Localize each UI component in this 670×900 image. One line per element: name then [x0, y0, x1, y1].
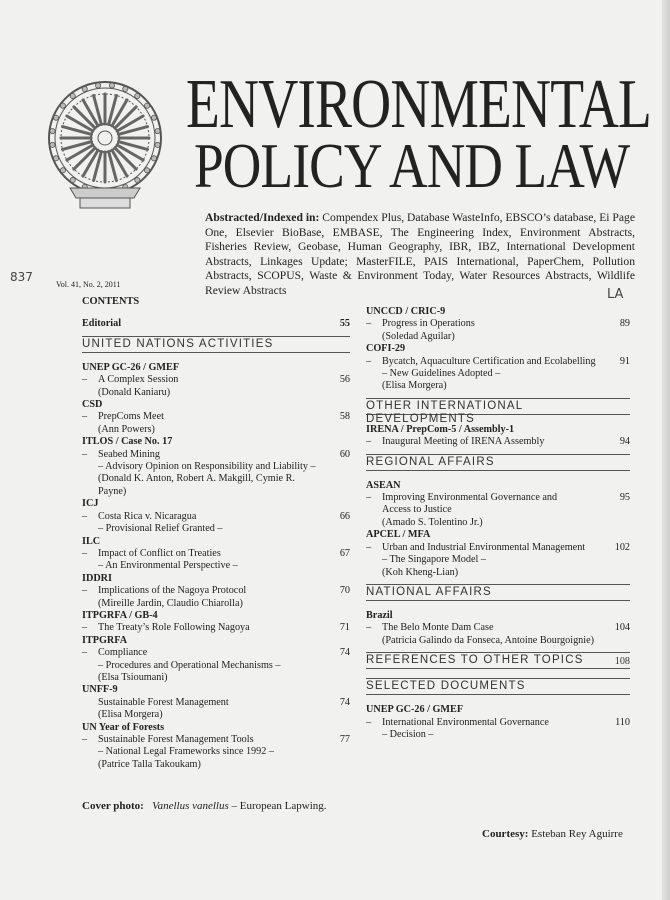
toc-entry[interactable]	[366, 622, 630, 647]
entry-title: Sustainable Forest Management Tools	[98, 734, 254, 745]
right-block-2	[366, 424, 630, 449]
toc-group-heading: ITLOS / Case No. 17	[82, 436, 173, 448]
entry-subline: (Mireille Jardin, Claudio Chiarolla)	[98, 597, 243, 609]
toc-group-heading: ASEAN	[366, 479, 401, 491]
entry-subline: (Ann Powers)	[98, 423, 155, 435]
toc-entry[interactable]	[366, 492, 630, 529]
journal-title-line1: ENVIRONMENTAL	[186, 65, 652, 144]
entry-title: Inaugural Meeting of IRENA Assembly	[382, 436, 545, 448]
handwritten-initials: LA	[607, 287, 624, 302]
section-selected-documents: SELECTED DOCUMENTS	[366, 678, 630, 695]
toc-entry[interactable]	[82, 548, 350, 573]
entry-subline: (Koh Kheng-Lian)	[382, 566, 459, 578]
section-references[interactable]	[366, 652, 630, 669]
toc-entry[interactable]	[366, 717, 630, 742]
page-number: 67	[339, 547, 350, 559]
page-number: 95	[619, 492, 630, 504]
toc-entry[interactable]	[82, 734, 350, 771]
toc-entry[interactable]	[366, 356, 630, 393]
entry-subline: (Elsa Tsioumani)	[98, 671, 168, 683]
right-block-5	[366, 704, 630, 741]
section-other-international: OTHER INTERNATIONAL DEVELOPMENTS	[366, 398, 630, 415]
page-number: 74	[339, 647, 350, 659]
entry-title: Progress in Operations	[382, 318, 475, 330]
toc-group-heading: ITPGRFA	[82, 634, 128, 646]
entry-dash: –	[82, 510, 88, 522]
page-number: 102	[614, 541, 630, 553]
toc-entry[interactable]	[366, 542, 630, 579]
toc-entry[interactable]	[82, 411, 350, 436]
contents-left-column	[82, 296, 350, 771]
entry-title: Bycatch, Aquaculture Certification and Ecolabelling	[382, 355, 596, 367]
entry-dash: –	[82, 411, 88, 423]
page-number: 110	[615, 716, 630, 728]
section-national-affairs: NATIONAL AFFAIRS	[366, 584, 630, 601]
contents-heading: CONTENTS	[82, 296, 140, 307]
entry-title: Costa Rica v. Nicaragua	[98, 510, 197, 522]
entry-subline: – An Environmental Perspective –	[98, 560, 238, 572]
references-label: REFERENCES TO OTHER TOPICS	[366, 654, 584, 667]
page-number: 71	[339, 622, 350, 634]
volume-info: Vol. 41, No. 2, 2011	[56, 280, 121, 289]
entry-title: Improving Environmental Governance and	[382, 492, 558, 504]
toc-group-heading: CSD	[82, 399, 103, 411]
entry-dash: –	[82, 647, 88, 659]
entry-dash: –	[366, 541, 372, 553]
handwritten-number: 837	[10, 270, 33, 284]
toc-group-heading: ITPGRFA / GB-4	[82, 609, 158, 621]
editorial-label: Editorial	[82, 318, 122, 330]
journal-title-line2: POLICY AND LAW	[194, 130, 630, 201]
entry-title: Seabed Mining	[98, 448, 160, 460]
courtesy-label: Courtesy:	[482, 828, 529, 840]
entry-title: Impact of Conflict on Treaties	[98, 547, 221, 559]
toc-entry[interactable]	[82, 449, 350, 499]
entry-title: Sustainable Forest Management	[98, 696, 229, 708]
section-regional-affairs: REGIONAL AFFAIRS	[366, 454, 630, 471]
entry-title: A Complex Session	[98, 374, 179, 386]
entry-dash: –	[82, 448, 88, 460]
page-number: 108	[614, 656, 630, 668]
right-block-3	[366, 480, 630, 579]
entry-dash: –	[366, 318, 372, 330]
page-number: 94	[619, 436, 630, 448]
page-number: 104	[614, 622, 630, 634]
page-number: 91	[619, 355, 630, 367]
toc-entry[interactable]	[366, 436, 630, 448]
toc-group-heading: COFI-29	[366, 343, 406, 355]
toc-group-heading: UNEP GC-26 / GMEF	[82, 361, 180, 373]
indexing-note	[205, 211, 635, 299]
toc-group-heading: IDDRI	[82, 572, 113, 584]
cover-photo-credit	[82, 800, 327, 812]
entry-subline: Access to Justice	[382, 504, 452, 516]
toc-group-heading: IRENA / PrepCom-5 / Assembly-1	[366, 423, 515, 435]
editorial-entry[interactable]	[82, 318, 350, 330]
section-united-nations: UNITED NATIONS ACTIVITIES	[82, 336, 350, 353]
toc-entry[interactable]	[366, 318, 630, 343]
entry-subline: (Patrice Talla Takoukam)	[98, 758, 201, 770]
page-number: 89	[619, 318, 630, 330]
page-number: 58	[339, 411, 350, 423]
entry-dash: –	[82, 374, 88, 386]
entry-subline: (Donald Kaniaru)	[98, 386, 171, 398]
indexing-services: Compendex Plus, Database WasteInfo, EBSCO’s database, Ei Page One, Elsevier BioBase, EMBASE, The Engineering Index, Environment Abstracts, Fisheries Review, Geobase, Human Geography, IBR, IBZ, International Development Abstracts, Linkages Update; MasterFILE, PAIS International, PaperChem, Pollution Abstracts, SCOPUS, Waste & Environment Today, Water Resources Abstracts, Wildlife Review Abstracts	[205, 211, 635, 297]
entry-dash: –	[366, 492, 372, 504]
toc-group-heading: UNEP GC-26 / GMEF	[366, 704, 464, 716]
entry-dash: –	[366, 716, 372, 728]
entry-subline: (Donald K. Anton, Robert A. Makgill, Cymie R. Payne)	[98, 473, 295, 497]
toc-group-heading: UN Year of Forests	[82, 721, 165, 733]
toc-entry[interactable]	[82, 647, 350, 684]
toc-entry[interactable]	[82, 511, 350, 536]
right-block-4	[366, 610, 630, 647]
toc-entry[interactable]	[82, 374, 350, 399]
toc-group-heading: UNFF-9	[82, 684, 118, 696]
entry-subline: (Patricia Galindo da Fonseca, Antoine Bourgoignie)	[382, 634, 595, 646]
entry-subline: – Advisory Opinion on Responsibility and Liability –	[98, 461, 316, 473]
cover-label: Cover photo:	[82, 800, 144, 812]
toc-group-heading: UNCCD / CRIC-9	[366, 306, 446, 317]
courtesy-credit	[482, 828, 623, 840]
entry-subline: – Procedures and Operational Mechanisms –	[98, 659, 281, 671]
contents-right-column	[366, 306, 630, 741]
page-number: 60	[339, 448, 350, 460]
entry-dash: –	[366, 622, 372, 634]
cover-species: Vanellus vanellus	[152, 800, 229, 812]
entry-title: International Environmental Governance	[382, 716, 549, 728]
entry-subline: (Soledad Aguilar)	[382, 330, 455, 342]
toc-entry[interactable]	[82, 585, 350, 610]
entry-dash: –	[82, 622, 88, 634]
entry-dash: –	[82, 734, 88, 745]
entry-title: The Belo Monte Dam Case	[382, 622, 494, 634]
entry-subline: (Elisa Morgera)	[98, 709, 163, 721]
indexing-label: Abstracted/Indexed in:	[205, 211, 320, 224]
entry-title: Implications of the Nagoya Protocol	[98, 585, 247, 597]
entry-subline: – New Guidelines Adopted –	[382, 368, 501, 380]
page-number: 70	[339, 585, 350, 597]
page-number: 56	[339, 374, 350, 386]
entry-subline: (Elisa Morgera)	[382, 380, 447, 392]
entry-dash: –	[366, 436, 372, 448]
cover-common-name: – European Lapwing.	[228, 800, 327, 812]
toc-group-heading: Brazil	[366, 609, 393, 621]
page-number: 74	[339, 696, 350, 708]
entry-subline: – Provisional Relief Granted –	[98, 523, 223, 535]
page-number: 77	[339, 734, 350, 745]
entry-subline: (Amado S. Tolentino Jr.)	[382, 516, 483, 528]
toc-group-heading: ILC	[82, 535, 101, 547]
page-number: 55	[339, 318, 350, 330]
entry-dash: –	[82, 585, 88, 597]
page-number: 66	[339, 510, 350, 522]
page-fold-shadow	[662, 0, 670, 900]
entry-subline: – The Singapore Model –	[382, 554, 486, 566]
entry-title: Urban and Industrial Environmental Management	[382, 541, 586, 553]
entry-dash: –	[82, 547, 88, 559]
toc-group-heading: APCEL / MFA	[366, 529, 431, 541]
entry-title: Compliance	[98, 647, 148, 659]
entry-dash: –	[366, 355, 372, 367]
left-entries	[82, 362, 350, 771]
toc-entry[interactable]	[82, 622, 350, 634]
wheel-emblem-icon	[30, 70, 180, 220]
toc-group-heading: ICJ	[82, 498, 99, 510]
right-block-1	[366, 306, 630, 393]
entry-title: PrepComs Meet	[98, 411, 164, 423]
entry-subline: – National Legal Frameworks since 1992 –	[98, 746, 274, 758]
toc-entry[interactable]	[82, 697, 350, 722]
entry-title: The Treaty’s Role Following Nagoya	[98, 622, 250, 634]
entry-subline: – Decision –	[382, 728, 434, 740]
courtesy-name: Esteban Rey Aguirre	[531, 828, 623, 840]
